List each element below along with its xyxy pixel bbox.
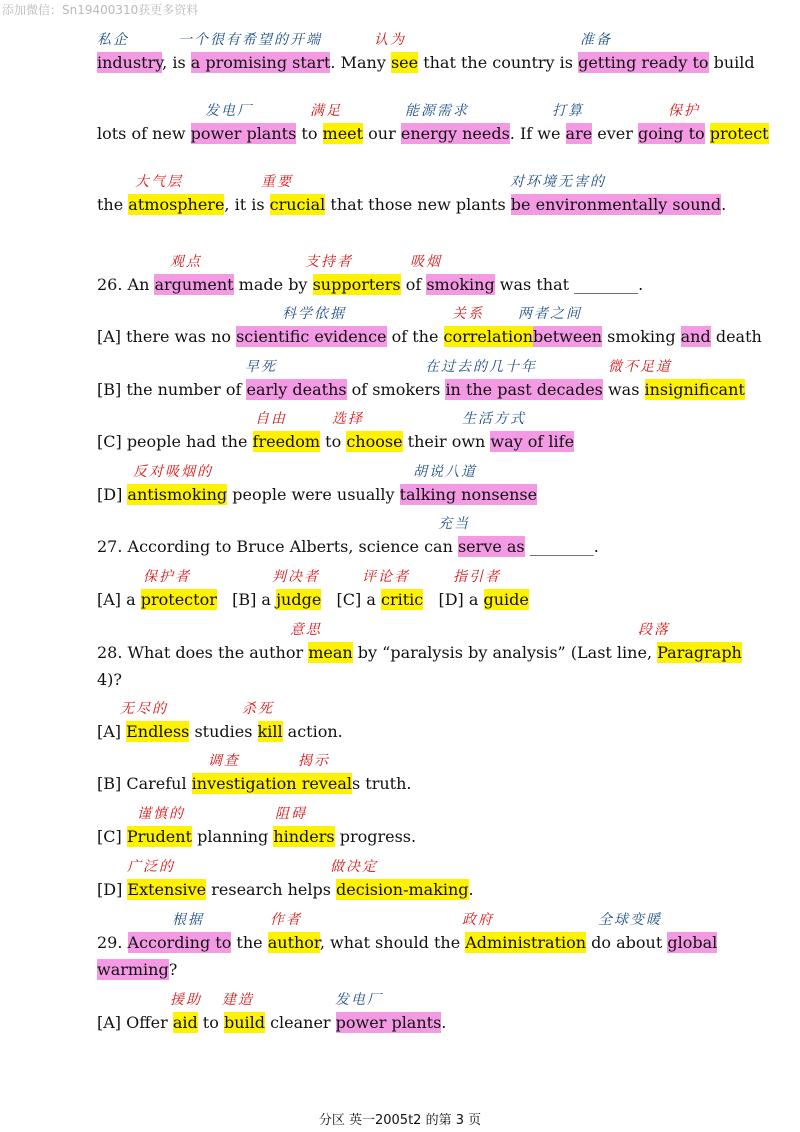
text-run: [A] Offer: [97, 1013, 173, 1032]
highlight-yellow: see: [390, 53, 419, 72]
highlight-yellow: choose: [346, 432, 403, 451]
text-run: , is: [162, 53, 191, 72]
annotation: 作者: [270, 912, 302, 928]
text-run: [C] a: [321, 590, 381, 609]
highlight-pink: talking nonsense: [399, 485, 538, 504]
text-run: . If we: [509, 124, 566, 143]
text-run: their own: [402, 432, 491, 451]
annotation: 吸烟: [410, 254, 442, 270]
annotation: 生活方式: [462, 411, 526, 427]
text-run: 26. An: [97, 275, 155, 294]
passage-line: [97, 194, 726, 216]
annotation: 满足: [310, 103, 342, 119]
text-run: studies: [189, 722, 258, 741]
text-run: 4)?: [97, 670, 122, 689]
text-run: planning: [191, 827, 274, 846]
highlight-yellow: investigation: [191, 774, 297, 793]
highlight-yellow: supporters: [312, 275, 401, 294]
question-stem-26: [97, 274, 643, 296]
annotation: 认为: [374, 32, 406, 48]
highlight-pink: scientific evidence: [236, 327, 387, 346]
text-run: [D]: [97, 485, 128, 504]
highlight-pink: going to: [638, 124, 705, 143]
text-run: 29.: [97, 933, 128, 952]
annotation: 做决定: [330, 859, 378, 875]
text-run: the: [97, 195, 129, 214]
highlight-pink: According to: [127, 933, 232, 952]
annotation: 重要: [261, 174, 293, 190]
text-run: 28. What does the author: [97, 643, 309, 662]
annotation: 阻碍: [275, 806, 307, 822]
highlight-yellow: correlation: [443, 327, 534, 346]
text-run: [A]: [97, 722, 127, 741]
annotation: 调查: [208, 753, 240, 769]
highlight-yellow: crucial: [269, 195, 326, 214]
highlight-yellow: decision-making: [336, 880, 469, 899]
question-stem-28-cont: [97, 669, 122, 691]
highlight-pink: argument: [154, 275, 234, 294]
text-run: research helps: [206, 880, 337, 899]
highlight-yellow: Administration: [465, 933, 587, 952]
annotation: 保护者: [143, 569, 191, 585]
page-footer: 分区 英一2005t2 的第 3 页: [318, 1113, 482, 1128]
text-run: [A] there was no: [97, 327, 237, 346]
text-run: of smokers: [346, 380, 446, 399]
highlight-pink: a promising start: [190, 53, 331, 72]
option-28b: [97, 773, 411, 795]
annotation: 胡说八道: [413, 464, 477, 480]
text-run: that those new plants: [325, 195, 511, 214]
highlight-pink: and: [680, 327, 711, 346]
annotation: 打算: [552, 103, 584, 119]
highlight-pink: energy needs: [400, 124, 510, 143]
annotation: 全球变暖: [598, 912, 662, 928]
text-run: s truth.: [351, 774, 412, 793]
highlight-yellow: judge: [276, 590, 322, 609]
text-run: , what should the: [319, 933, 466, 952]
highlight-yellow: critic: [380, 590, 424, 609]
question-stem-28: [97, 642, 742, 664]
annotation: 选择: [332, 411, 364, 427]
annotation: 两者之间: [518, 306, 582, 322]
text-run: of the: [386, 327, 444, 346]
option-26b: [97, 379, 745, 401]
annotation: 杀死: [242, 701, 274, 717]
text-run: 27. According to Bruce Alberts, science can: [97, 537, 458, 556]
annotation: 支持者: [305, 254, 353, 270]
highlight-pink: power plants: [335, 1013, 442, 1032]
highlight-pink: power plants: [190, 124, 297, 143]
text-run: action.: [282, 722, 343, 741]
highlight-pink: between: [533, 327, 603, 346]
passage-line: [97, 52, 755, 74]
text-run: of: [400, 275, 427, 294]
highlight-yellow: insignificant: [644, 380, 745, 399]
text-run: .: [468, 880, 474, 899]
passage-line: [97, 123, 769, 145]
highlight-yellow: protect: [709, 124, 769, 143]
annotation: 充当: [438, 516, 470, 532]
annotation: 援助: [170, 992, 202, 1008]
text-run: . Many: [330, 53, 391, 72]
text-run: to: [320, 432, 347, 451]
text-run: people were usually: [227, 485, 400, 504]
highlight-yellow: [297, 773, 302, 794]
text-run: ?: [168, 960, 178, 979]
annotation: 在过去的几十年: [425, 359, 537, 375]
option-28d: [97, 879, 474, 901]
text-run: that the country is: [418, 53, 579, 72]
highlight-yellow: meet: [322, 124, 364, 143]
annotation: 政府: [462, 912, 494, 928]
highlight-pink: smoking: [426, 275, 495, 294]
annotation: 判决者: [272, 569, 320, 585]
highlight-pink: are: [565, 124, 593, 143]
text-run: , it is: [224, 195, 270, 214]
text-run: [D]: [97, 880, 128, 899]
annotation: 指引者: [453, 569, 501, 585]
text-run: death: [710, 327, 762, 346]
highlight-pink: serve as: [457, 537, 525, 556]
text-run: cleaner: [264, 1013, 336, 1032]
annotation: 保护: [668, 103, 700, 119]
highlight-pink: early deaths: [246, 380, 347, 399]
highlight-yellow: hinders: [273, 827, 335, 846]
annotation: 无尽的: [120, 701, 168, 717]
annotation: 建造: [222, 992, 254, 1008]
option-29a: [97, 1012, 446, 1034]
question-stem-27: [97, 536, 599, 558]
option-28c: [97, 826, 416, 848]
annotation: 谨慎的: [137, 806, 185, 822]
highlight-yellow: protector: [140, 590, 217, 609]
text-run: to: [197, 1013, 224, 1032]
highlight-pink: warming: [97, 960, 169, 979]
highlight-pink: global: [667, 933, 718, 952]
text-run: [A] a: [97, 590, 141, 609]
highlight-yellow: mean: [308, 643, 353, 662]
annotation: 关系: [452, 306, 484, 322]
annotation: 发电厂: [335, 992, 383, 1008]
highlight-yellow: Paragraph: [657, 643, 742, 662]
text-run: lots of new: [97, 124, 191, 143]
text-run: our: [363, 124, 401, 143]
annotation: 私企: [97, 32, 129, 48]
highlight-yellow: kill: [257, 722, 283, 741]
text-run: the: [231, 933, 268, 952]
annotation: 揭示: [298, 753, 330, 769]
text-run: .: [721, 195, 727, 214]
text-run: [B] Careful: [97, 774, 192, 793]
text-run: was that ________.: [494, 275, 644, 294]
highlight-yellow: Extensive: [127, 880, 207, 899]
text-run: made by: [233, 275, 313, 294]
text-run: [B] the number of: [97, 380, 247, 399]
text-run: do about: [586, 933, 668, 952]
question-stem-29: [97, 932, 717, 954]
annotation: 准备: [580, 32, 612, 48]
highlight-yellow: guide: [483, 590, 529, 609]
annotation: 意思: [290, 622, 322, 638]
highlight-yellow: atmosphere: [128, 195, 225, 214]
text-run: build: [708, 53, 755, 72]
annotation: 对环境无害的: [510, 174, 606, 190]
annotation: 一个很有希望的开端: [178, 32, 322, 48]
text-run: [C]: [97, 827, 127, 846]
annotation: 段落: [638, 622, 670, 638]
highlight-yellow: reveal: [301, 774, 352, 793]
question-stem-29-cont: [97, 959, 177, 981]
annotation: 发电厂: [205, 103, 253, 119]
text-run: by “paralysis by analysis” (Last line,: [352, 643, 658, 662]
annotation: 广泛的: [127, 859, 175, 875]
highlight-yellow: antismoking: [127, 485, 228, 504]
annotation: 大气层: [135, 174, 183, 190]
text-run: ever: [592, 124, 638, 143]
options-27: [97, 589, 529, 611]
highlight-yellow: freedom: [252, 432, 321, 451]
highlight-yellow: aid: [172, 1013, 198, 1032]
text-run: to: [296, 124, 323, 143]
highlight-yellow: Prudent: [126, 827, 192, 846]
text-run: [D] a: [423, 590, 484, 609]
highlight-pink: way of life: [490, 432, 575, 451]
highlight-yellow: author: [267, 933, 320, 952]
annotation: 评论者: [362, 569, 410, 585]
annotation: 早死: [245, 359, 277, 375]
highlight-pink: industry: [97, 53, 163, 72]
highlight-pink: getting ready to: [578, 53, 709, 72]
text-run: [C] people had the: [97, 432, 253, 451]
highlight-pink: in the past decades: [445, 380, 603, 399]
annotation: 微不足道: [608, 359, 672, 375]
annotation: 观点: [170, 254, 202, 270]
option-26c: [97, 431, 574, 453]
text-run: was: [602, 380, 645, 399]
watermark: 添加微信：Sn19400310获更多资料: [2, 3, 199, 17]
option-26d: [97, 484, 537, 506]
annotation: 科学依据: [282, 306, 346, 322]
highlight-yellow: Endless: [126, 722, 190, 741]
text-run: ________.: [524, 537, 599, 556]
highlight-yellow: build: [223, 1013, 265, 1032]
option-28a: [97, 721, 343, 743]
text-run: smoking: [602, 327, 681, 346]
highlight-pink: be environmentally sound: [510, 195, 722, 214]
text-run: progress.: [334, 827, 417, 846]
annotation: 自由: [255, 411, 287, 427]
annotation: 根据: [172, 912, 204, 928]
option-26a: [97, 326, 762, 348]
annotation: 能源需求: [405, 103, 469, 119]
text-run: .: [441, 1013, 447, 1032]
text-run: [B] a: [216, 590, 277, 609]
annotation: 反对吸烟的: [133, 464, 213, 480]
